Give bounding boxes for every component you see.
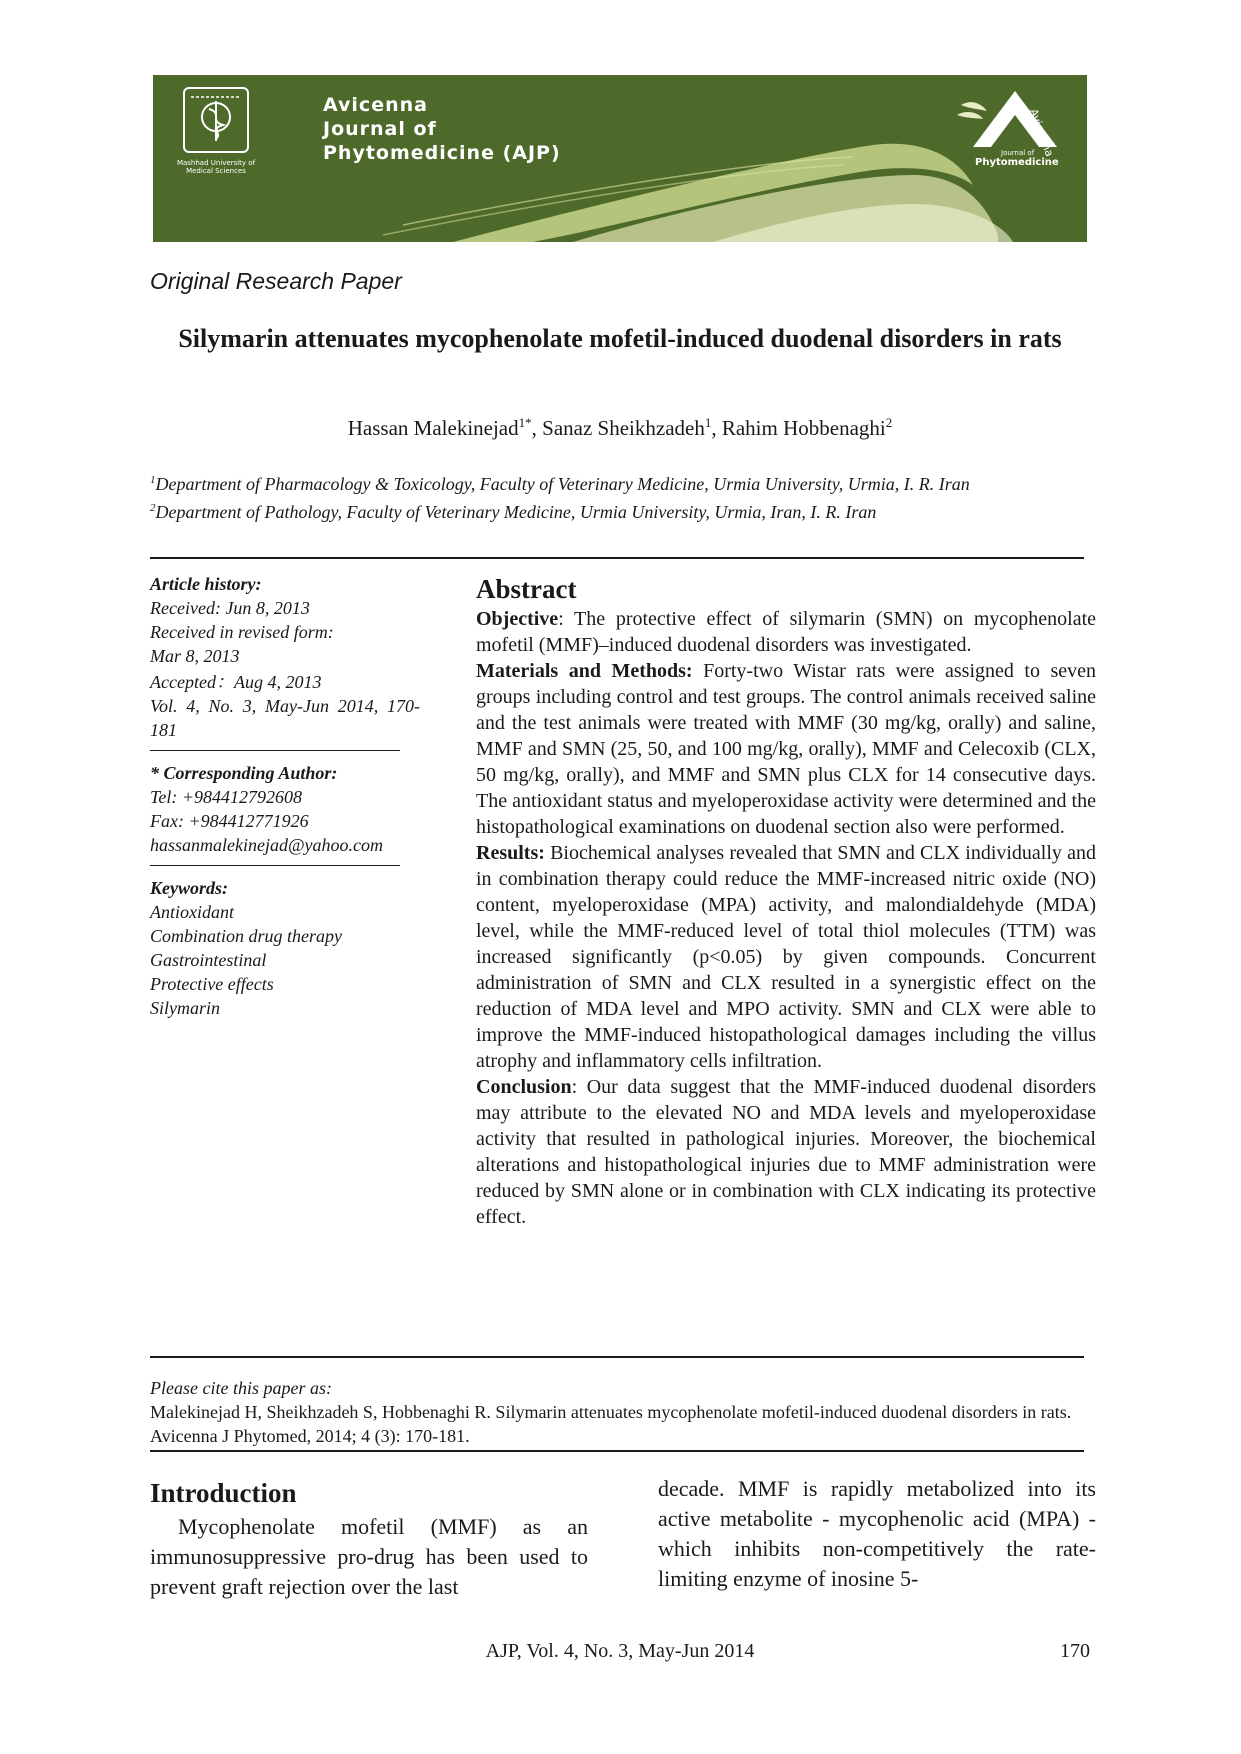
objective-label: Objective xyxy=(476,608,559,630)
affiliation-text: Department of Pathology, Faculty of Veterinary Medicine, Urmia University, Urmia, Iran, I. R. Iran xyxy=(155,502,877,522)
citation-text: Malekinejad H, Sheikhzadeh S, Hobbenaghi R. Silymarin attenuates mycophenolate mofetil-induced duodenal disorders in rats. Avicenna J Phytomed, 2014; 4 (3): 170-181. xyxy=(150,1402,1072,1446)
author-separator: , xyxy=(711,416,722,440)
keyword: Silymarin xyxy=(150,998,220,1018)
university-caption: Mashhad University of Medical Sciences xyxy=(176,159,256,175)
received-date: Received: Jun 8, 2013 xyxy=(150,598,310,618)
abstract-objective xyxy=(476,606,1096,658)
affiliation xyxy=(150,468,1090,496)
keyword: Antioxidant xyxy=(150,902,234,922)
author-name: Rahim Hobbenaghi xyxy=(721,416,886,440)
affiliation-mark: 1 xyxy=(150,474,156,486)
journal-name-line: Avicenna xyxy=(323,94,428,116)
introduction-paragraph: decade. MMF is rapidly metabolized into its active metabolite - mycophenolic acid (MPA) - which inhibits non-competitively the rate-limiting enzyme of inosine 5- xyxy=(658,1476,1096,1591)
paper-title: Silymarin attenuates mycophenolate mofetil-induced duodenal disorders in rats xyxy=(178,324,1062,353)
corresponding-author-heading: * Corresponding Author: xyxy=(150,763,338,783)
author-affil-mark: 1 xyxy=(704,415,712,430)
revised-label: Received in revised form: xyxy=(150,622,334,642)
sidebar-divider xyxy=(150,865,400,866)
fax: Fax: +984412771926 xyxy=(150,811,309,831)
author-separator: , xyxy=(531,416,543,440)
author-affil-mark: 2 xyxy=(885,415,893,430)
accepted-date: Accepted：Aug 4, 2013 xyxy=(150,672,322,692)
author-list xyxy=(150,415,1090,441)
ajp-logo-small-text: Journal of xyxy=(1001,149,1035,157)
keyword: Gastrointestinal xyxy=(150,950,267,970)
journal-name xyxy=(323,93,561,165)
introduction-heading: Introduction xyxy=(150,1478,297,1508)
abstract-heading: Abstract xyxy=(476,574,577,604)
objective-text: : The protective effect of silymarin (SMN) on mycophenolate mofetil (MMF)–induced duodenal disorders was investigated. xyxy=(476,608,1096,656)
abstract xyxy=(476,572,1096,1230)
divider xyxy=(150,1450,1084,1452)
volume-info: Vol. 4, No. 3, May-Jun 2014, 170-181 xyxy=(150,696,420,740)
journal-name-line: Phytomedicine (AJP) xyxy=(323,142,561,164)
telephone: Tel: +984412792608 xyxy=(150,787,302,807)
author-affil-mark: 1* xyxy=(518,415,532,430)
conclusion-label: Conclusion xyxy=(476,1076,572,1098)
methods-text: Forty-two Wistar rats were assigned to seven groups including control and test groups. The control animals received saline and the test animals were treated with MMF (30 mg/kg, orally) and saline, MMF and SMN (25, 50, and 100 mg/kg, orally), MMF and Celecoxib (CLX, 50 mg/kg, orally), and MMF and SMN plus CLX for 14 consecutive days. The antioxidant status and myeloperoxidase activity were determined and the histopathological examinations on duodenal section also were performed. xyxy=(476,660,1096,838)
ajp-logo xyxy=(953,85,1083,195)
ajp-logo-text: Phytomedicine xyxy=(975,157,1059,168)
results-label: Results: xyxy=(476,842,545,864)
affiliation-text: Department of Pharmacology & Toxicology, Faculty of Veterinary Medicine, Urmia University, Urmia, I. R. Iran xyxy=(155,474,970,494)
introduction-right-column xyxy=(658,1474,1096,1594)
abstract-conclusion xyxy=(476,1074,1096,1230)
affiliation xyxy=(150,496,1090,524)
revised-date: Mar 8, 2013 xyxy=(150,646,240,666)
author-name: Hassan Malekinejad xyxy=(347,416,519,440)
ajp-logo-vertical-text: Avicenna xyxy=(1026,107,1057,159)
banner-swoosh-graphic xyxy=(153,75,1087,242)
author-name: Sanaz Sheikhzadeh xyxy=(542,416,705,440)
divider xyxy=(150,557,1084,559)
keywords-heading: Keywords: xyxy=(150,878,228,898)
abstract-results xyxy=(476,840,1096,1074)
abstract-methods xyxy=(476,658,1096,840)
citation-label: Please cite this paper as: xyxy=(150,1378,332,1398)
history-heading: Article history: xyxy=(150,574,262,594)
footer-journal-info: AJP, Vol. 4, No. 3, May-Jun 2014 xyxy=(485,1640,755,1662)
introduction-paragraph: Mycophenolate mofetil (MMF) as an immunosuppressive pro-drug has been used to prevent graft rejection over the last xyxy=(150,1514,588,1599)
introduction-left-column xyxy=(150,1476,588,1602)
keyword: Protective effects xyxy=(150,974,274,994)
journal-banner xyxy=(153,75,1087,242)
page-number: 170 xyxy=(1060,1640,1090,1662)
affiliations xyxy=(150,468,1090,524)
citation-block xyxy=(150,1376,1090,1448)
email-link[interactable]: hassanmalekinejad@yahoo.com xyxy=(150,835,384,855)
article-info-sidebar xyxy=(150,572,425,1020)
conclusion-text: : Our data suggest that the MMF-induced duodenal disorders may attribute to the elevated NO and MDA levels and myeloperoxidase activity that resulted in pathological injuries. Moreover, the biochemical alterations and histopathological injuries due to MMF administration were reduced by SMN alone or in combination with CLX indicating its protective effect. xyxy=(476,1076,1096,1228)
ajp-triangle-icon xyxy=(953,85,1083,195)
divider xyxy=(150,1356,1084,1358)
results-text: Biochemical analyses revealed that SMN and CLX individually and in combination therapy could reduce the MMF-increased nitric oxide (NO) content, myeloperoxidase (MPA) activity, and malondialdehyde (MDA) level, while the MMF-reduced level of total thiol molecules (TTM) was increased significantly (p<0.05) by given compounds. Concurrent administration of SMN and CLX resulted in a synergistic effect on the reduction of MDA level and MPO activity. SMN and CLX were able to improve the MMF-induced histopathological damages including the villus atrophy and inflammatory cells infiltration. xyxy=(476,842,1096,1072)
university-emblem-icon xyxy=(183,87,249,153)
journal-name-line: Journal of xyxy=(323,118,437,140)
affiliation-mark: 2 xyxy=(150,502,156,514)
paper-type: Original Research Paper xyxy=(150,268,402,294)
university-logo xyxy=(171,87,261,187)
keyword: Combination drug therapy xyxy=(150,926,342,946)
sidebar-divider xyxy=(150,750,400,751)
methods-label: Materials and Methods: xyxy=(476,660,693,682)
